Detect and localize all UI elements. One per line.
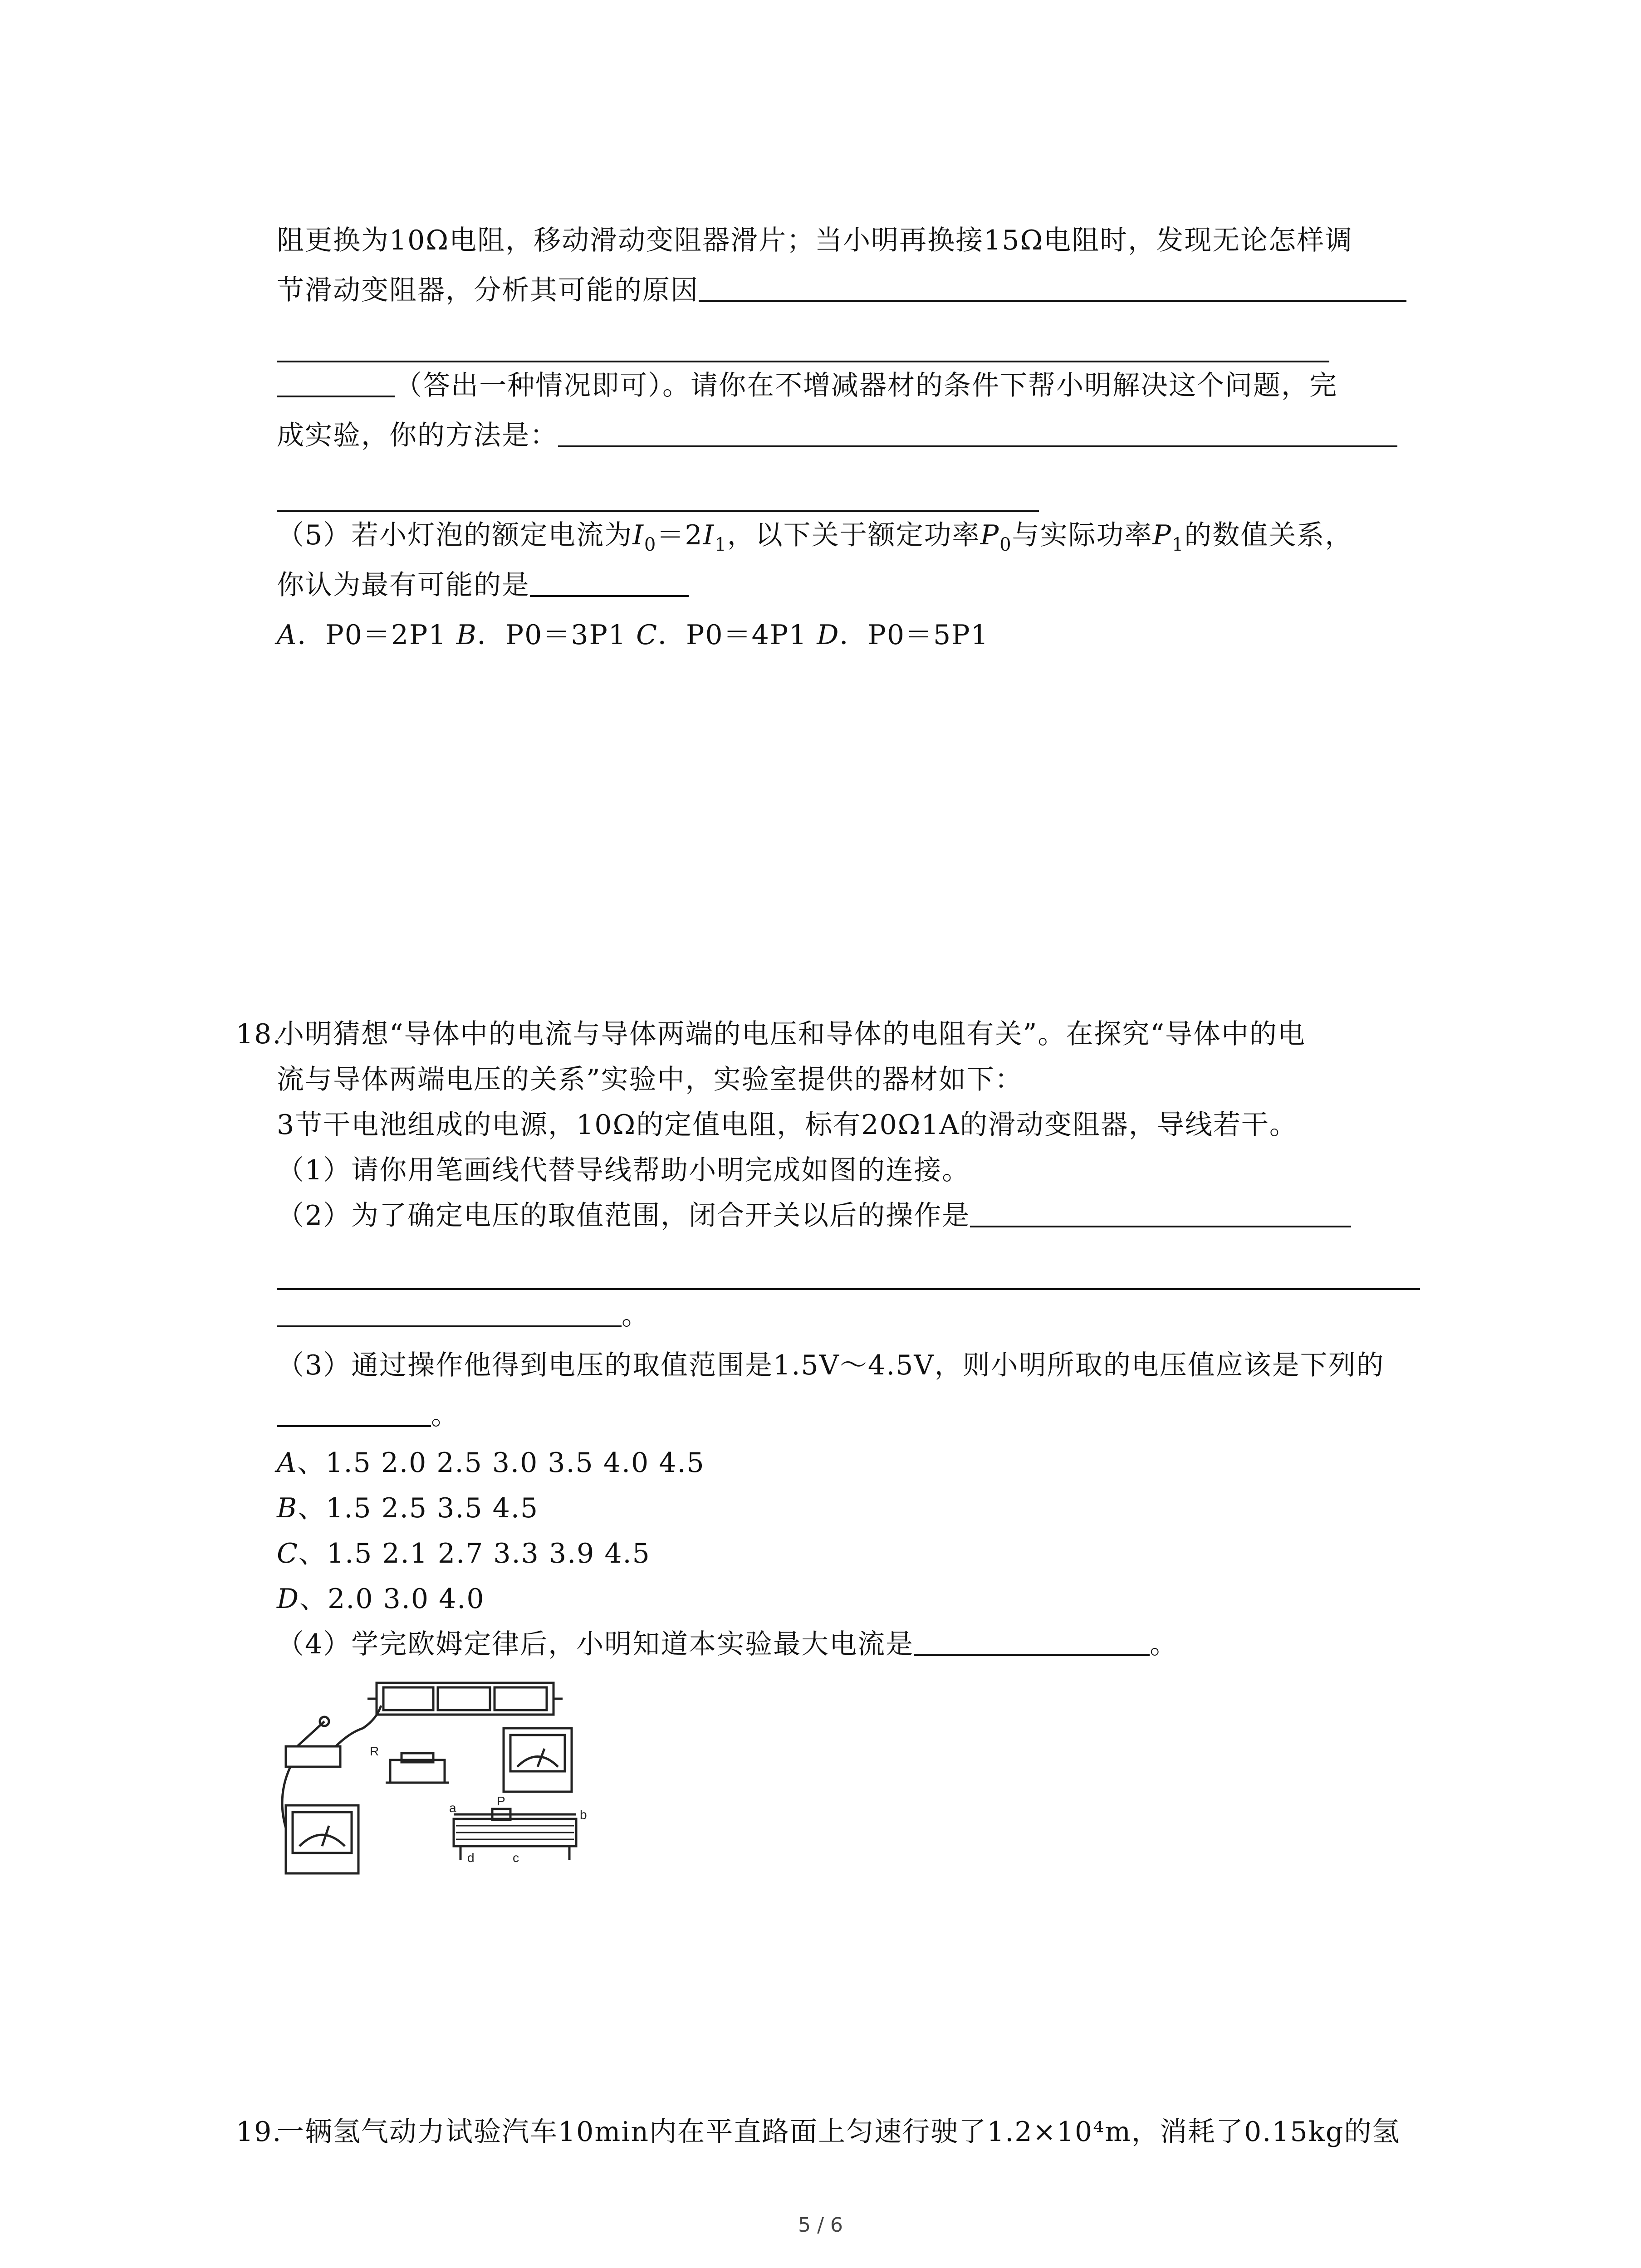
q18-part1: （1）请你用笔画线代替导线帮助小明完成如图的连接。	[277, 1154, 970, 1186]
answer-line[interactable]	[277, 361, 1329, 362]
answer-line[interactable]	[277, 510, 1039, 512]
option-text: ．P0＝5P1	[839, 619, 989, 651]
option-label: D	[277, 1583, 300, 1615]
option-label: D	[817, 619, 840, 651]
part4-text: （4）学完欧姆定律后，小明知道本实验最大电流是	[277, 1628, 914, 1660]
part5-text: ，以下关于额定功率	[727, 519, 980, 551]
option-text: 、2.0 3.0 4.0	[299, 1583, 485, 1615]
math-subscript: 0	[999, 534, 1012, 555]
option-text: 、1.5 2.1 2.7 3.3 3.9 4.5	[298, 1538, 651, 1569]
part5-text: 你认为最有可能的是	[277, 569, 530, 601]
math-symbol: I	[632, 519, 644, 551]
q17-line2-text: 节滑动变阻器，分析其可能的原因	[277, 274, 699, 306]
q17-options	[277, 617, 989, 653]
math-symbol: P	[1152, 519, 1172, 551]
resistor-icon	[386, 1753, 449, 1783]
q17-line3-text: （答出一种情况即可）。请你在不增减器材的条件下帮小明解决这个问题，完	[395, 370, 1337, 401]
option-label: B	[277, 1492, 298, 1524]
q18-option-b	[277, 1490, 539, 1526]
q18-line1: 小明猜想“导体中的电流与导体两端的电压和导体的电阻有关”。在探究“导体中的电	[277, 1018, 1306, 1050]
option-label: B	[456, 619, 477, 651]
q18-option-a	[277, 1445, 705, 1481]
q18-part4	[277, 1626, 1178, 1662]
answer-blank[interactable]	[277, 369, 395, 397]
math-subscript: 1	[1171, 534, 1185, 555]
label-P: P	[497, 1794, 505, 1808]
q18-part2-line3	[277, 1297, 650, 1334]
answer-blank[interactable]	[277, 1299, 622, 1327]
label-R: R	[370, 1744, 379, 1758]
voltmeter-icon	[504, 1728, 572, 1792]
period: 。	[622, 1300, 650, 1331]
option-text: 、1.5 2.0 2.5 3.0 3.5 4.0 4.5	[297, 1447, 705, 1479]
part5-text: 与实际功率	[1012, 519, 1153, 551]
answer-blank[interactable]	[530, 569, 689, 597]
period: 。	[1150, 1628, 1178, 1660]
option-text: ．P0＝4P1	[658, 619, 808, 651]
q17-line1: 阻更换为10Ω电阻，移动滑动变阻器滑片；当小明再换接15Ω电阻时，发现无论怎样调	[277, 225, 1353, 256]
q17-part5-line1	[277, 517, 1353, 553]
option-label: C	[277, 1538, 299, 1569]
q17-line3	[277, 367, 1337, 404]
ammeter-icon	[282, 1767, 358, 1873]
option-text: ．P0＝2P1	[297, 619, 447, 651]
answer-blank[interactable]	[277, 1399, 431, 1427]
option-label: C	[636, 619, 658, 651]
answer-blank[interactable]	[970, 1199, 1351, 1227]
q18-number: 18.	[236, 1018, 282, 1050]
answer-blank[interactable]	[914, 1628, 1150, 1656]
part5-text: （5）若小灯泡的额定电流为	[277, 519, 633, 551]
battery-icon	[367, 1683, 563, 1715]
label-b: b	[580, 1808, 587, 1822]
q18-option-d	[277, 1581, 485, 1617]
circuit-diagram	[272, 1678, 599, 1896]
q17-part5-line2	[277, 567, 689, 603]
q18-part3: （3）通过操作他得到电压的取值范围是1.5V～4.5V，则小明所取的电压值应该是下列的	[277, 1349, 1385, 1381]
page-number: 5 / 6	[798, 2214, 843, 2237]
answer-line[interactable]	[277, 1288, 1420, 1290]
q18-option-c	[277, 1535, 651, 1572]
math-subscript: 0	[644, 534, 657, 555]
answer-blank[interactable]	[699, 274, 1406, 302]
math-symbol: I	[703, 519, 715, 551]
period: 。	[431, 1399, 459, 1431]
q17-line2	[277, 272, 1406, 308]
switch-icon	[286, 1706, 381, 1767]
label-d: d	[467, 1851, 475, 1865]
q17-line4	[277, 417, 1397, 454]
math-subscript: 1	[715, 534, 727, 555]
q18-line3: 3节干电池组成的电源，10Ω的定值电阻，标有20Ω1A的滑动变阻器，导线若干。	[277, 1109, 1298, 1141]
option-text: ．P0＝3P1	[477, 619, 627, 651]
label-c: c	[513, 1851, 519, 1865]
answer-blank[interactable]	[558, 419, 1397, 447]
q18-part3-blank-line	[277, 1397, 459, 1433]
q18-part2	[277, 1198, 1351, 1234]
option-label: A	[277, 619, 298, 651]
math-symbol: P	[980, 519, 1000, 551]
math-text: ＝2	[656, 519, 703, 551]
label-a: a	[449, 1801, 456, 1815]
option-label: A	[277, 1447, 298, 1479]
part2-text: （2）为了确定电压的取值范围，闭合开关以后的操作是	[277, 1200, 970, 1232]
option-text: 、1.5 2.5 3.5 4.5	[298, 1492, 539, 1524]
q17-line4-text: 成实验，你的方法是：	[277, 420, 558, 451]
q19-line1: 一辆氢气动力试验汽车10min内在平直路面上匀速行驶了1.2×10⁴m，消耗了0.15kg的氢	[277, 2116, 1401, 2148]
part5-text: 的数值关系，	[1184, 519, 1353, 551]
q18-line2: 流与导体两端电压的关系”实验中，实验室提供的器材如下：	[277, 1064, 1023, 1095]
q19-number: 19.	[236, 2116, 282, 2148]
